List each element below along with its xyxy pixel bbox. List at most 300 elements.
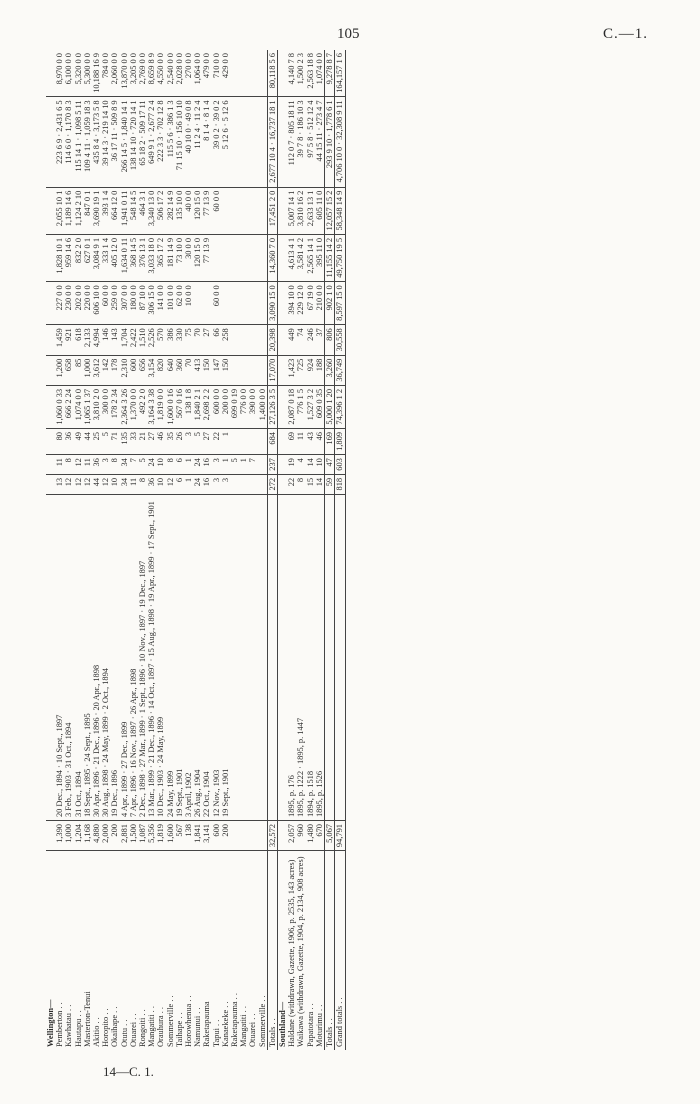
table-cell: 435 8 4 · 3,173 5 8 xyxy=(92,97,101,187)
table-cell xyxy=(46,325,55,355)
table-cell: 603 xyxy=(335,455,345,475)
table-cell: 30,558 xyxy=(335,325,345,355)
table-cell xyxy=(239,234,248,281)
table-cell: 2,310 xyxy=(120,355,129,385)
table-cell xyxy=(239,282,248,325)
table-cell: 3,612 xyxy=(92,355,101,385)
table-cell: 307 0 0 xyxy=(120,282,129,325)
table-cell: 9,278 8 7 xyxy=(325,50,335,97)
table-cell: 3 xyxy=(212,455,221,475)
table-cell: 5,067 xyxy=(325,821,335,851)
table-cell: 11,155 14 2 xyxy=(325,234,335,281)
table-cell: 46 xyxy=(315,429,325,455)
table-cell: 8,659 8 9 xyxy=(147,50,156,97)
rotated-table-area xyxy=(46,50,696,1050)
table-cell: 3,690 19 1 xyxy=(92,187,101,234)
table-cell xyxy=(258,494,268,820)
table-cell: 59 xyxy=(325,474,335,494)
table-cell: 27,126 3 5 xyxy=(267,385,277,428)
table-cell: 3,164 3 38 xyxy=(147,385,156,428)
table-cell: 70 xyxy=(193,325,202,355)
table-cell: 820 xyxy=(156,355,165,385)
table-cell: 19 Sept., 1901 xyxy=(175,494,184,820)
table-cell: 30 Aug., 1898 · 24 May, 1899 · 2 Oct., 1894 xyxy=(101,494,110,820)
table-cell xyxy=(278,429,288,455)
table-cell: 5 xyxy=(193,429,202,455)
table-cell: 7 xyxy=(129,455,138,475)
row-label: Raketapauma . . xyxy=(230,993,240,1047)
table-cell: 3,154 xyxy=(147,355,156,385)
table-cell: 246 xyxy=(306,325,315,355)
table-cell: 393 1 4 xyxy=(101,187,110,234)
table-cell: 368 14 5 xyxy=(129,234,138,281)
table-cell: 109 4 11 · 1,059 18 3 xyxy=(83,97,92,187)
table-cell: 230 0 0 xyxy=(64,282,73,325)
table-row xyxy=(212,50,221,1050)
table-cell xyxy=(202,282,211,325)
table-row xyxy=(101,50,110,1050)
table-cell: 36 xyxy=(92,455,101,475)
table-row xyxy=(156,50,165,1050)
table-cell xyxy=(278,97,288,187)
table-cell xyxy=(46,97,55,187)
table-cell xyxy=(278,187,288,234)
table-cell: 1,124 2 10 xyxy=(74,187,83,234)
table-cell xyxy=(258,821,268,851)
table-cell: 49 xyxy=(74,429,83,455)
table-cell: 1,500 2 3 xyxy=(296,50,305,97)
table-cell: 5 xyxy=(230,455,239,475)
table-cell: 24 xyxy=(193,474,202,494)
table-cell: 24 May, 1899 xyxy=(166,494,175,820)
table-cell xyxy=(221,282,230,325)
table-cell: 1,074 0 0 xyxy=(315,50,325,97)
table-cell: 272 xyxy=(267,474,277,494)
table-cell xyxy=(239,474,248,494)
table-cell: 77 13 9 xyxy=(202,187,211,234)
table-cell xyxy=(230,187,239,234)
table-cell xyxy=(46,455,55,475)
table-cell: 1,941 0 11 xyxy=(120,187,129,234)
table-cell: 178 2 34 xyxy=(110,385,119,428)
table-cell: 16 xyxy=(202,455,211,475)
table-row xyxy=(287,50,296,1050)
table-cell: 710 0 0 xyxy=(212,50,221,97)
table-cell: 3,090 15 0 xyxy=(267,282,277,325)
row-label: Sommerville . . xyxy=(165,995,175,1047)
table-cell: 33 xyxy=(129,429,138,455)
table-row xyxy=(110,50,119,1050)
table-cell: 2,769 0 0 xyxy=(138,50,147,97)
table-cell: 1,423 xyxy=(287,355,296,385)
table-cell: 3,340 13 0 xyxy=(147,187,156,234)
table-cell: 12 xyxy=(64,474,73,494)
table-cell: 223 6 9 · 2,431 6 5 xyxy=(55,97,64,187)
table-cell: 1,704 xyxy=(120,325,129,355)
table-cell xyxy=(248,821,257,851)
table-cell: 8 xyxy=(166,455,175,475)
table-cell: 181 14 9 xyxy=(166,234,175,281)
table-cell: 1,087 xyxy=(138,821,147,851)
table-cell: 924 xyxy=(306,355,315,385)
table-cell: 5 xyxy=(101,429,110,455)
table-cell: 69 xyxy=(287,429,296,455)
table-cell xyxy=(278,355,288,385)
table-cell: 1,065 1 37 xyxy=(83,385,92,428)
table-cell: 10,188 16 9 xyxy=(92,50,101,97)
table-cell: 12 xyxy=(74,474,83,494)
table-cell xyxy=(278,455,288,475)
table-cell xyxy=(230,821,239,851)
table-cell: 97 5 8 · 512 12 4 xyxy=(306,97,315,187)
table-cell: 39 7 8 · 186 10 3 xyxy=(296,97,305,187)
table-cell: 11 2 4 · 11 2 4 xyxy=(193,97,202,187)
table-cell: 330 xyxy=(175,325,184,355)
table-cell xyxy=(239,50,248,97)
table-cell: 258 xyxy=(221,325,230,355)
row-label: Okaihape . . xyxy=(110,1006,120,1047)
table-cell: 6 xyxy=(175,455,184,475)
table-cell: 1,370 0 0 xyxy=(129,385,138,428)
table-cell: 35 xyxy=(166,429,175,455)
table-row xyxy=(46,50,55,1050)
row-label: Mangatiti . . xyxy=(147,1006,157,1047)
table-cell: 120 15 0 xyxy=(193,187,202,234)
table-cell: 2,057 xyxy=(287,821,296,851)
table-cell: 200 xyxy=(110,821,119,851)
table-cell: 921 xyxy=(64,325,73,355)
table-cell: 12 xyxy=(101,474,110,494)
table-cell: 3 April, 1902 xyxy=(184,494,193,820)
table-row xyxy=(55,50,64,1050)
table-cell xyxy=(239,494,248,820)
table-row xyxy=(221,50,230,1050)
table-cell: 8 xyxy=(296,474,305,494)
table-row xyxy=(83,50,92,1050)
table-cell: 146 xyxy=(101,325,110,355)
table-cell: 202 0 0 xyxy=(74,282,83,325)
table-cell: 7 Apr., 1896 · 16 Nov., 1897 · 26 Apr., 1898 xyxy=(129,494,138,820)
table-cell: 492 2 0 xyxy=(138,385,147,428)
table-cell: 10 Dec., 1903 · 24 May, 1899 xyxy=(156,494,165,820)
table-cell: 1,841 xyxy=(193,821,202,851)
table-row xyxy=(74,50,83,1050)
table-cell: 464 3 1 xyxy=(138,187,147,234)
table-cell: 31 Oct., 1894 xyxy=(74,494,83,820)
table-row xyxy=(267,50,277,1050)
table-cell: 670 xyxy=(315,821,325,851)
page-reference: C.—1. xyxy=(603,26,649,42)
table-cell: 1,200 xyxy=(55,355,64,385)
table-cell xyxy=(248,474,257,494)
table-cell: 30 Apr., 1896 · 21 Dec., 1896 · 20 Apr., 1898 xyxy=(92,494,101,820)
table-cell xyxy=(258,455,268,475)
table-cell xyxy=(212,234,221,281)
table-cell: 150 xyxy=(202,355,211,385)
table-cell: 222 3 3 · 702 12 8 xyxy=(156,97,165,187)
table-cell: 282 14 9 xyxy=(166,187,175,234)
table-cell: 229 12 0 xyxy=(296,282,305,325)
table-row xyxy=(325,50,335,1050)
table-cell xyxy=(248,50,257,97)
table-cell: 1,000 xyxy=(83,355,92,385)
table-cell: 8 1 4 · 8 1 4 xyxy=(202,97,211,187)
table-cell: 847 0 1 xyxy=(83,187,92,234)
table-cell: 567 0 16 xyxy=(175,385,184,428)
table-cell: 10 xyxy=(315,455,325,475)
table-cell: 32,572 xyxy=(267,821,277,851)
row-label: Wellington— xyxy=(46,999,55,1047)
table-cell: 4,550 0 0 xyxy=(156,50,165,97)
table-row xyxy=(147,50,156,1050)
table-cell: 115 14 1 · 1,098 5 11 xyxy=(74,97,83,187)
table-cell: 293 9 10 · 1,778 6 1 xyxy=(325,97,335,187)
table-cell: 1,809 xyxy=(335,429,345,455)
page-footer: 14—C. 1. xyxy=(103,1064,154,1079)
table-cell xyxy=(258,50,268,97)
table-cell: 1895, p. 1526 xyxy=(315,494,325,820)
table-row xyxy=(166,50,175,1050)
table-cell: 34 xyxy=(120,474,129,494)
table-cell: 44 xyxy=(92,474,101,494)
table-cell xyxy=(278,50,288,97)
table-cell: 150 xyxy=(221,355,230,385)
table-cell: 725 xyxy=(296,355,305,385)
table-cell: 169 xyxy=(325,429,335,455)
table-cell: 394 10 0 xyxy=(287,282,296,325)
table-cell xyxy=(258,429,268,455)
table-cell xyxy=(221,234,230,281)
table-cell: 13 xyxy=(55,474,64,494)
table-cell xyxy=(230,355,239,385)
table-cell: 1,480 xyxy=(306,821,315,851)
table-cell: 365 17 2 xyxy=(156,234,165,281)
table-cell: 16 xyxy=(202,474,211,494)
row-label: Raketapauma xyxy=(202,1001,212,1047)
table-cell: 1,600 0 16 xyxy=(166,385,175,428)
table-cell xyxy=(258,282,268,325)
table-cell: 605 11 0 xyxy=(315,187,325,234)
table-row xyxy=(202,50,211,1050)
table-cell: 40 10 0 · 49 0 8 xyxy=(184,97,193,187)
row-label: Masterton-Tenui xyxy=(82,991,92,1047)
table-cell: 1 xyxy=(221,429,230,455)
table-cell xyxy=(278,821,288,851)
table-cell: 114 6 0 · 1,170 8 3 xyxy=(64,97,73,187)
table-cell: 25 xyxy=(92,429,101,455)
table-cell: 71 15 10 · 156 10 10 xyxy=(175,97,184,187)
table-cell: 65 18 2 · 509 17 11 xyxy=(138,97,147,187)
table-cell: 2,677 10 4 · 16,737 18 1 xyxy=(267,97,277,187)
table-cell: 44 xyxy=(83,429,92,455)
table-cell: 333 1 4 xyxy=(101,234,110,281)
table-cell xyxy=(248,187,257,234)
table-cell: 1,527 3 2 xyxy=(306,385,315,428)
table-cell: 19 Dec., 1896 xyxy=(110,494,119,820)
table-cell xyxy=(278,474,288,494)
table-cell: 164,157 1 6 xyxy=(335,50,345,97)
table-cell: 141 0 0 xyxy=(156,282,165,325)
table-cell: 20 Dec., 1894 · 10 Sept., 1897 xyxy=(55,494,64,820)
table-cell: 1,828 10 1 xyxy=(55,234,64,281)
row-label: Totals . . xyxy=(267,851,277,1050)
table-cell: 24 xyxy=(147,455,156,475)
table-cell: 143 xyxy=(110,325,119,355)
table-cell: 1,819 xyxy=(156,821,165,851)
table-cell: 135 10 0 xyxy=(175,187,184,234)
table-cell xyxy=(230,50,239,97)
table-cell: 2,055 10 1 xyxy=(55,187,64,234)
table-cell xyxy=(46,187,55,234)
table-cell: 784 0 0 xyxy=(101,50,110,97)
table-cell: 8 xyxy=(138,474,147,494)
table-cell xyxy=(258,325,268,355)
table-cell: 1895, p. 176 xyxy=(287,494,296,820)
table-cell: 2,565 14 1 xyxy=(306,234,315,281)
table-cell: 666 2 24 xyxy=(64,385,73,428)
table-cell: 94,791 xyxy=(335,821,345,851)
table-cell: 17,070 xyxy=(267,355,277,385)
table-cell: 1 xyxy=(239,455,248,475)
table-cell xyxy=(325,494,335,820)
table-cell xyxy=(46,385,55,428)
table-cell: 2,422 xyxy=(129,325,138,355)
table-cell: 360 xyxy=(175,355,184,385)
table-cell: 4 Apr., 1899 · 27 Dec., 1899 xyxy=(120,494,129,820)
table-cell: 506 17 2 xyxy=(156,187,165,234)
table-cell: 395 11 0 xyxy=(315,234,325,281)
table-cell xyxy=(46,494,55,820)
table-cell: 11 xyxy=(55,455,64,475)
table-cell: 14,360 7 0 xyxy=(267,234,277,281)
table-cell xyxy=(46,474,55,494)
table-cell: 1,000 xyxy=(64,821,73,851)
row-label: Mangatiti . . xyxy=(239,1006,249,1047)
table-cell: 306 15 0 xyxy=(147,282,156,325)
table-cell xyxy=(278,325,288,355)
row-label: Moturimu . . xyxy=(314,1004,324,1047)
table-cell: 2,000 xyxy=(101,821,110,851)
table-cell: 4,706 10 0 · 32,308 9 11 xyxy=(335,97,345,187)
table-cell: 4,880 xyxy=(92,821,101,851)
table-cell: 606 10 0 xyxy=(92,282,101,325)
table-cell: 548 14 5 xyxy=(129,187,138,234)
table-cell: 147 xyxy=(212,355,221,385)
table-cell: 60 0 0 xyxy=(212,187,221,234)
table-cell: 2,133 xyxy=(83,325,92,355)
table-cell: 20,398 xyxy=(267,325,277,355)
table-cell: 2,526 xyxy=(147,325,156,355)
table-cell: 2,563 18 8 xyxy=(306,50,315,97)
table-cell: 12 xyxy=(166,474,175,494)
table-row xyxy=(184,50,193,1050)
table-cell xyxy=(239,187,248,234)
table-cell: 227 0 0 xyxy=(55,282,64,325)
table-cell: 6,100 0 0 xyxy=(64,50,73,97)
table-cell: 2,881 xyxy=(120,821,129,851)
table-cell: 14 xyxy=(315,474,325,494)
table-row xyxy=(129,50,138,1050)
table-cell xyxy=(248,234,257,281)
table-cell: 15 xyxy=(306,474,315,494)
table-cell: 609 0 35 xyxy=(315,385,325,428)
table-cell xyxy=(46,355,55,385)
table-cell: 188 xyxy=(315,355,325,385)
table-cell: 27 xyxy=(202,325,211,355)
table-cell: 142 xyxy=(101,355,110,385)
table-cell: 658 xyxy=(64,355,73,385)
table-row xyxy=(315,50,325,1050)
table-cell: 627 0 1 xyxy=(83,234,92,281)
table-cell xyxy=(230,429,239,455)
table-cell: 4,994 xyxy=(92,325,101,355)
table-cell xyxy=(46,234,55,281)
page-number: 105 xyxy=(337,26,360,42)
table-cell xyxy=(258,474,268,494)
table-cell: 1895, p. 1222 · 1895, p. 1447 xyxy=(296,494,305,820)
table-cell: 1 xyxy=(221,455,230,475)
table-cell xyxy=(258,355,268,385)
table-cell xyxy=(278,385,288,428)
table-cell: 115 5 6 · 386 1 3 xyxy=(166,97,175,187)
table-cell: 3 Feb., 1903 · 31 Oct., 1894 xyxy=(64,494,73,820)
table-cell: 138 xyxy=(184,821,193,851)
table-cell: 36 xyxy=(64,429,73,455)
table-cell: 3,581 4 2 xyxy=(296,234,305,281)
table-cell: 960 xyxy=(296,821,305,851)
table-cell: 1,840 2 1 xyxy=(193,385,202,428)
table-cell: 4,140 7 8 xyxy=(287,50,296,97)
table-cell: 27 xyxy=(147,429,156,455)
table-row xyxy=(138,50,147,1050)
table-row xyxy=(64,50,73,1050)
table-cell: 600 0 0 xyxy=(212,385,221,428)
row-label: Otutu . . xyxy=(119,1019,129,1047)
table-cell: 19 xyxy=(287,455,296,475)
table-cell: 85 xyxy=(74,355,83,385)
table-cell: 567 xyxy=(175,821,184,851)
table-cell: 74 xyxy=(296,325,305,355)
table-cell: 11 xyxy=(296,429,305,455)
table-cell: 138 1 8 xyxy=(184,385,193,428)
table-cell: 2,540 0 0 xyxy=(166,50,175,97)
table-cell: 376 13 1 xyxy=(138,234,147,281)
table-cell xyxy=(239,355,248,385)
table-cell: 26 Aug., 1904 xyxy=(193,494,202,820)
table-cell: 5 xyxy=(138,455,147,475)
table-row xyxy=(120,50,129,1050)
table-cell: 180 0 0 xyxy=(129,282,138,325)
table-cell: 5,320 0 0 xyxy=(74,50,83,97)
table-cell: 18 Sept., 1895 · 24 Sept., 1895 xyxy=(83,494,92,820)
table-cell: 1,600 xyxy=(166,821,175,851)
table-cell xyxy=(258,97,268,187)
table-cell: 413 xyxy=(193,355,202,385)
table-cell: 664 12 0 xyxy=(110,187,119,234)
table-cell: 30 0 0 xyxy=(184,234,193,281)
table-cell: 684 xyxy=(267,429,277,455)
table-row xyxy=(230,50,239,1050)
table-cell: 200 0 0 xyxy=(221,385,230,428)
table-cell: 1,168 xyxy=(83,821,92,851)
table-cell: 10 0 0 xyxy=(184,282,193,325)
table-cell xyxy=(221,187,230,234)
table-cell xyxy=(248,494,257,820)
table-cell: 600 xyxy=(212,821,221,851)
table-cell: 12 Nov., 1903 xyxy=(212,494,221,820)
table-cell: 10 xyxy=(110,474,119,494)
table-cell: 34 xyxy=(120,455,129,475)
